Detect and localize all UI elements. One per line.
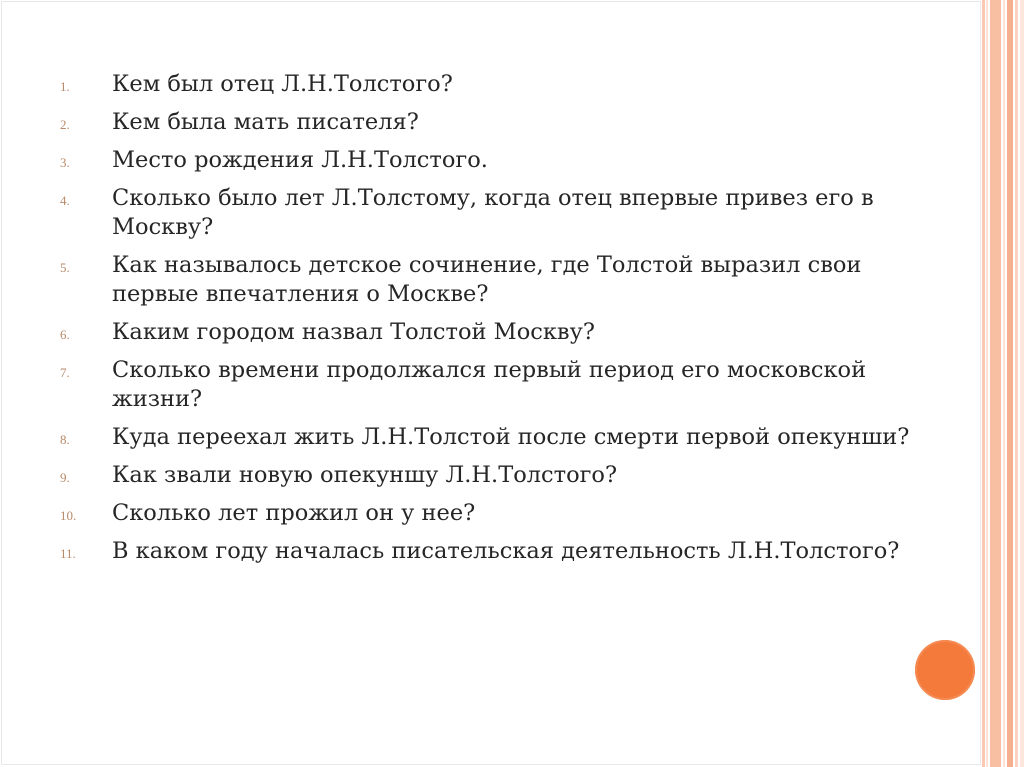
question-number: 11. <box>60 546 76 561</box>
list-item <box>60 318 920 347</box>
stripe <box>986 0 988 767</box>
list-item <box>60 251 920 309</box>
question-text: В каком году началась писательская деятельность Л.Н.Толстого? <box>112 538 900 564</box>
question-text: Куда переехал жить Л.Н.Толстой после смерти первой опекунши? <box>112 424 910 450</box>
stripe <box>1015 0 1018 767</box>
stripe <box>982 0 985 767</box>
question-number: 4. <box>60 193 70 208</box>
orange-circle-decoration <box>915 640 975 700</box>
question-number: 2. <box>60 117 70 132</box>
question-text: Как называлось детское сочинение, где Толстой выразил свои первые впечатления о Москве? <box>112 252 862 307</box>
stripe <box>990 0 1001 767</box>
question-text: Сколько было лет Л.Толстому, когда отец впервые привез его в Москву? <box>112 185 874 240</box>
list-item <box>60 461 920 490</box>
list-item <box>60 356 920 414</box>
list-item <box>60 70 920 99</box>
question-text: Сколько лет прожил он у нее? <box>112 500 476 526</box>
question-number: 3. <box>60 155 70 170</box>
question-text: Кем была мать писателя? <box>112 109 419 135</box>
question-list <box>60 70 920 575</box>
question-text: Кем был отец Л.Н.Толстого? <box>112 71 453 97</box>
list-item <box>60 423 920 452</box>
decorative-stripes <box>982 0 1024 767</box>
question-number: 5. <box>60 260 70 275</box>
stripe <box>1020 0 1024 767</box>
question-number: 8. <box>60 432 70 447</box>
list-item <box>60 108 920 137</box>
list-item <box>60 146 920 175</box>
question-text: Каким городом назвал Толстой Москву? <box>112 319 595 345</box>
list-item <box>60 537 920 566</box>
question-text: Сколько времени продолжался первый период его московской жизни? <box>112 357 867 412</box>
stripe <box>1003 0 1005 767</box>
question-number: 7. <box>60 365 70 380</box>
stripe <box>1007 0 1013 767</box>
question-text: Место рождения Л.Н.Толстого. <box>112 147 488 173</box>
question-number: 10. <box>60 508 77 523</box>
question-text: Как звали новую опекуншу Л.Н.Толстого? <box>112 462 618 488</box>
list-item <box>60 184 920 242</box>
question-number: 6. <box>60 327 70 342</box>
question-number: 1. <box>60 79 70 94</box>
list-item <box>60 499 920 528</box>
question-number: 9. <box>60 470 70 485</box>
